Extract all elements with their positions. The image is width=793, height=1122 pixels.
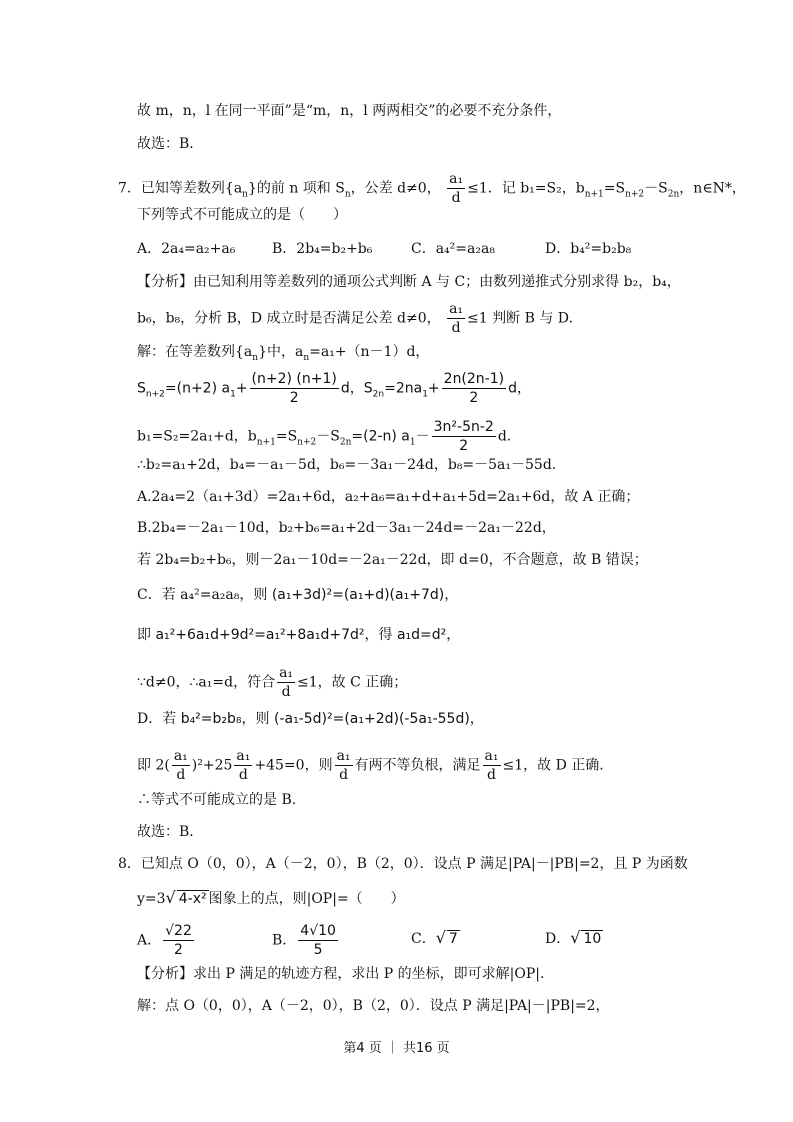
fraction: $\frac{4√10}{5}$: [300, 923, 336, 958]
fraction: $\frac{\text{a₁}}{d}$: [484, 748, 499, 783]
text-line: ∴等式不可能成立的是 B.: [137, 792, 297, 808]
question-8-stem: 8．已知点 O（0，0），A（－2，0），B（2，0）．设点 P 满足|PA|－|PB|=2，且 P 为函数: [118, 856, 688, 872]
option-b: B．2b₄=b₂+b₆: [272, 241, 373, 257]
option-d: D．√ 10: [545, 928, 602, 947]
analysis-line: 【分析】由已知利用等差数列的通项公式判断 A 与 C；由数列递推式分别求得 b₂，b₄，: [137, 274, 681, 290]
text-line: 故 m，n，l 在同一平面”是“m，n，l 两两相交”的必要不充分条件，: [137, 103, 562, 119]
text-line: ∵d≠0，∴a₁=d，符合 $\frac{\text{a₁}}{d}$ ≤1，故 C 正确；: [137, 665, 408, 700]
text-line: 故选：B.: [137, 824, 194, 840]
formula-line: b₁=S₂=2a₁+d，$b_{n+1}=S_{n+2}-S_{2n}=(2-n)$ $a_1-$ $\frac{\text{3n²-5n-2}}{2}$ d.: [137, 419, 512, 454]
fraction: $\frac{2n(2n-1)}{2}$: [443, 371, 505, 406]
fraction: $\frac{\text{a₁}}{d}$: [336, 748, 351, 783]
fraction: $\frac{√22}{2}$: [165, 923, 192, 958]
text-line: 故选：B.: [137, 136, 194, 152]
fraction: $\frac{\text{a₁}}{d}$: [236, 748, 251, 783]
question-7-stem: 7．已知等差数列$\{a_n\}$的前 n 项和 $S_n$，公差 d≠0， $\frac{\text{a₁}}{d}$ ≤1．记 b₁=S₂，$b_{n+1}=S_{n+2}-S_{2n}$，n∈N*，: [118, 171, 746, 206]
option-c: C．a₄²=a₂a₈: [411, 241, 495, 257]
text-line: B.2b₄=－2a₁－10d，b₂+b₆=a₁+2d－3a₁－24d=－2a₁－22d，: [137, 520, 556, 536]
option-a: A．2a₄=a₂+a₆: [137, 241, 236, 257]
option-c: C．√ 7: [411, 928, 458, 947]
option-b: B． $\frac{4√10}{5}$: [272, 923, 336, 958]
text-line: C．若 a₄²=a₂a₈，则 (a₁+3d)²=(a₁+d)(a₁+7d)，: [137, 587, 459, 603]
text-line: ∴b₂=a₁+2d，b₄=－a₁－5d，b₆=－3a₁－24d，b₈=－5a₁－55d.: [137, 457, 557, 473]
page-footer: 第4 页 ｜ 共16 页: [343, 1041, 450, 1056]
fraction: $\frac{(n+2) (n+1)}{2}$: [251, 371, 337, 406]
option-d: D．b₄²=b₂b₈: [545, 241, 632, 257]
fraction: $\frac{\text{3n²-5n-2}}{2}$: [433, 419, 494, 454]
fraction: $\frac{\text{a₁}}{d}$: [279, 665, 294, 700]
option-a: A． $\frac{√22}{2}$: [137, 923, 192, 958]
formula-line: $S_{n+2}=(n+2)$ $a_1+$ $\frac{(n+2) (n+1)}{2}$ d，$S_{2n}=2na_1+$ $\frac{2n(2n-1)}{2}$ d，: [137, 371, 531, 406]
text-line: 下列等式不可能成立的是（ ）: [137, 207, 347, 223]
text-line: 即 a₁²+6a₁d+9d²=a₁²+8a₁d+7d²，得 a₁d=d²，: [137, 627, 461, 643]
fraction: $\frac{\text{a₁}}{d}$: [449, 301, 464, 336]
text-line: D．若 b₄²=b₂b₈，则 (-a₁-5d)²=(a₁+2d)(-5a₁-55d)，: [137, 711, 484, 727]
solution-line: 解：在等差数列$\{a_n\}$中，$a_n=a_1+(n-1)d$，: [137, 344, 430, 363]
fraction: $\frac{\text{a₁}}{d}$: [449, 171, 464, 206]
solution-line: 解：点 O（0，0），A（－2，0），B（2，0）．设点 P 满足|PA|－|PB|=2，: [137, 998, 610, 1014]
text-line: 即 2( $\frac{\text{a₁}}{d}$ )²+25 $\frac{\text{a₁}}{d}$ +45=0，则 $\frac{\text{a₁}}{d}$ 有两不等负根，满足 $\frac{\text{a₁}}{d}$ ≤1，故 D 正确.: [137, 748, 604, 783]
analysis-line: b₆，b₈，分析 B，D 成立时是否满足公差 d≠0， $\frac{\text{a₁}}{d}$ ≤1 判断 B 与 D.: [137, 301, 573, 336]
text-line: y=3√ 4-x² 图象上的点，则|OP|=（ ）: [137, 888, 405, 907]
fraction: $\frac{\text{a₁}}{d}$: [173, 748, 188, 783]
text-line: A.2a₄=2（a₁+3d）=2a₁+6d，a₂+a₆=a₁+d+a₁+5d=2a₁+6d，故 A 正确；: [137, 489, 640, 505]
text-line: 若 2b₄=b₂+b₆，则－2a₁－10d=－2a₁－22d，即 d=0，不合题意，故 B 错误；: [137, 552, 648, 568]
analysis-line: 【分析】求出 P 满足的轨迹方程，求出 P 的坐标，即可求解|OP|.: [137, 966, 545, 982]
